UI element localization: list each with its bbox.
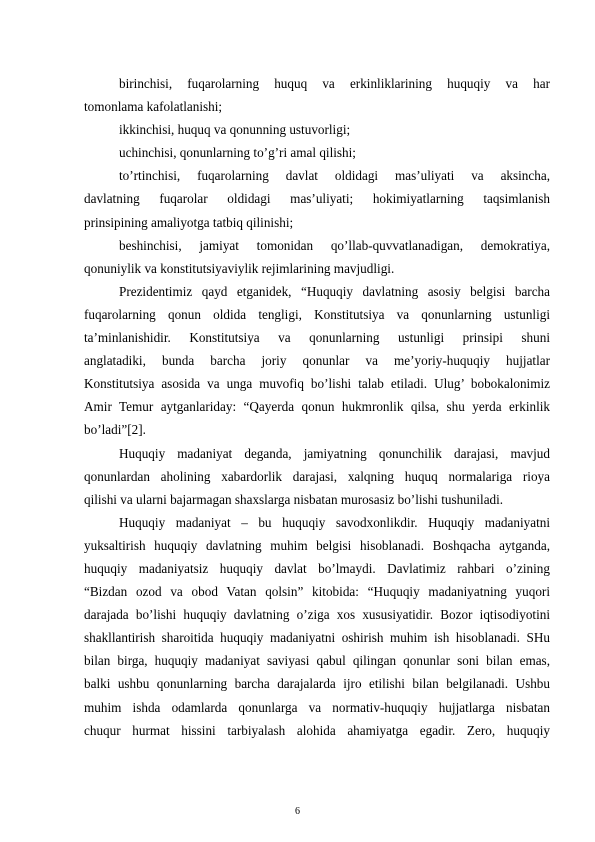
text-line: qonuniylik va konstitutsiyaviylik rejimlarining mavjudligi.: [84, 260, 395, 276]
text-line: bo’ladi”[2].: [84, 422, 146, 438]
paragraph-goal-1: [84, 72, 550, 118]
page-number: 6: [295, 806, 300, 817]
text-line: Konstitutsiya asosida va unga muvofiq bo’lishi talab etiladi. Ulug’ bobokalonimiz: [84, 376, 550, 392]
text-line: Huquqiy madaniyat – bu huquqiy savodxonlikdir. Huquqiy madaniyatni: [119, 514, 550, 530]
text-line: bilan birga, huquqiy madaniyat saviyasi qabul qilingan qonunlar soni bilan emas,: [84, 653, 550, 669]
text-line: darajada bo’lishi huquqiy davlatning o’ziga xos xususiyatidir. Bozor iqtisodiyotini: [84, 607, 550, 623]
text-line: ta’minlanishidir. Konstitutsiya va qonunlarning ustunligi prinsipi shuni: [84, 330, 550, 346]
text-line: prinsipining amaliyotga tatbiq qilinishi;: [84, 214, 294, 230]
text-line: “Bizdan ozod va obod Vatan qolsin” kitobida: “Huquqiy madaniyatning yuqori: [84, 584, 550, 600]
text-line: qonunlardan aholining xabardorlik darajasi, xalqning huquq normalariga rioya: [84, 468, 550, 484]
text-line: balki ushbu qonunlarning barcha darajalarda ijro etilishi bilan belgilanadi. Ushbu: [84, 676, 550, 692]
paragraph-goal-2: [84, 118, 550, 141]
text-line: Huquqiy madaniyat deganda, jamiyatning qonunchilik darajasi, mavjud: [119, 445, 550, 461]
text-line: Amir Temur aytganlariday: “Qayerda qonun hukmronlik qilsa, shu yerda erkinlik: [84, 399, 550, 415]
text-line: anglatadiki, bunda barcha joriy qonunlar va me’yoriy-huquqiy hujjatlar: [84, 353, 550, 369]
text-line: uchinchisi, qonunlarning to’g’ri amal qilishi;: [119, 145, 356, 161]
text-line: to’rtinchisi, fuqarolarning davlat oldidagi mas’uliyati va aksincha,: [119, 168, 550, 184]
text-line: huquqiy madaniyatsiz huquqiy davlat bo’lmaydi. Davlatimiz rahbari o’zining: [84, 560, 550, 576]
text-line: tomonlama kafolatlanishi;: [84, 99, 223, 115]
text-line: yuksaltirish huquqiy davlatning muhim belgisi hisoblanadi. Boshqacha aytganda,: [84, 537, 550, 553]
document-body: [84, 72, 550, 742]
text-line: Prezidentimiz qayd etganidek, “Huquqiy davlatning asosiy belgisi barcha: [119, 283, 550, 299]
text-line: fuqarolarning qonun oldida tengligi, Konstitutsiya va qonunlarning ustunligi: [84, 306, 550, 322]
text-line: ikkinchisi, huquq va qonunning ustuvorligi;: [119, 122, 351, 138]
paragraph-goal-4: [84, 164, 550, 233]
text-line: chuqur hurmat hissini tarbiyalash alohida ahamiyatga egadir. Zero, huquqiy: [84, 722, 550, 738]
paragraph-goal-3: [84, 141, 550, 164]
text-line: davlatning fuqarolar oldidagi mas’uliyati; hokimiyatlarning taqsimlanish: [84, 191, 550, 207]
text-line: qilishi va ularni bajarmagan shaxslarga nisbatan murosasiz bo’lishi tushuniladi.: [84, 491, 504, 507]
paragraph-legal-culture-definition: [84, 442, 550, 511]
text-line: muhim ishda odamlarda qonunlarga va normativ-huquqiy hujjatlarga nisbatan: [84, 699, 550, 715]
paragraph-president-quote: [84, 280, 550, 442]
text-line: shakllantirish sharoitida huquqiy madaniyatni oshirish muhim ish hisoblanadi. SHu: [84, 630, 550, 646]
paragraph-goal-5: [84, 234, 550, 280]
paragraph-legal-literacy: [84, 511, 550, 742]
text-line: birinchisi, fuqarolarning huquq va erkinliklarining huquqiy va har: [119, 76, 550, 91]
text-line: beshinchisi, jamiyat tomonidan qo’llab-quvvatlanadigan, demokratiya,: [119, 237, 550, 253]
